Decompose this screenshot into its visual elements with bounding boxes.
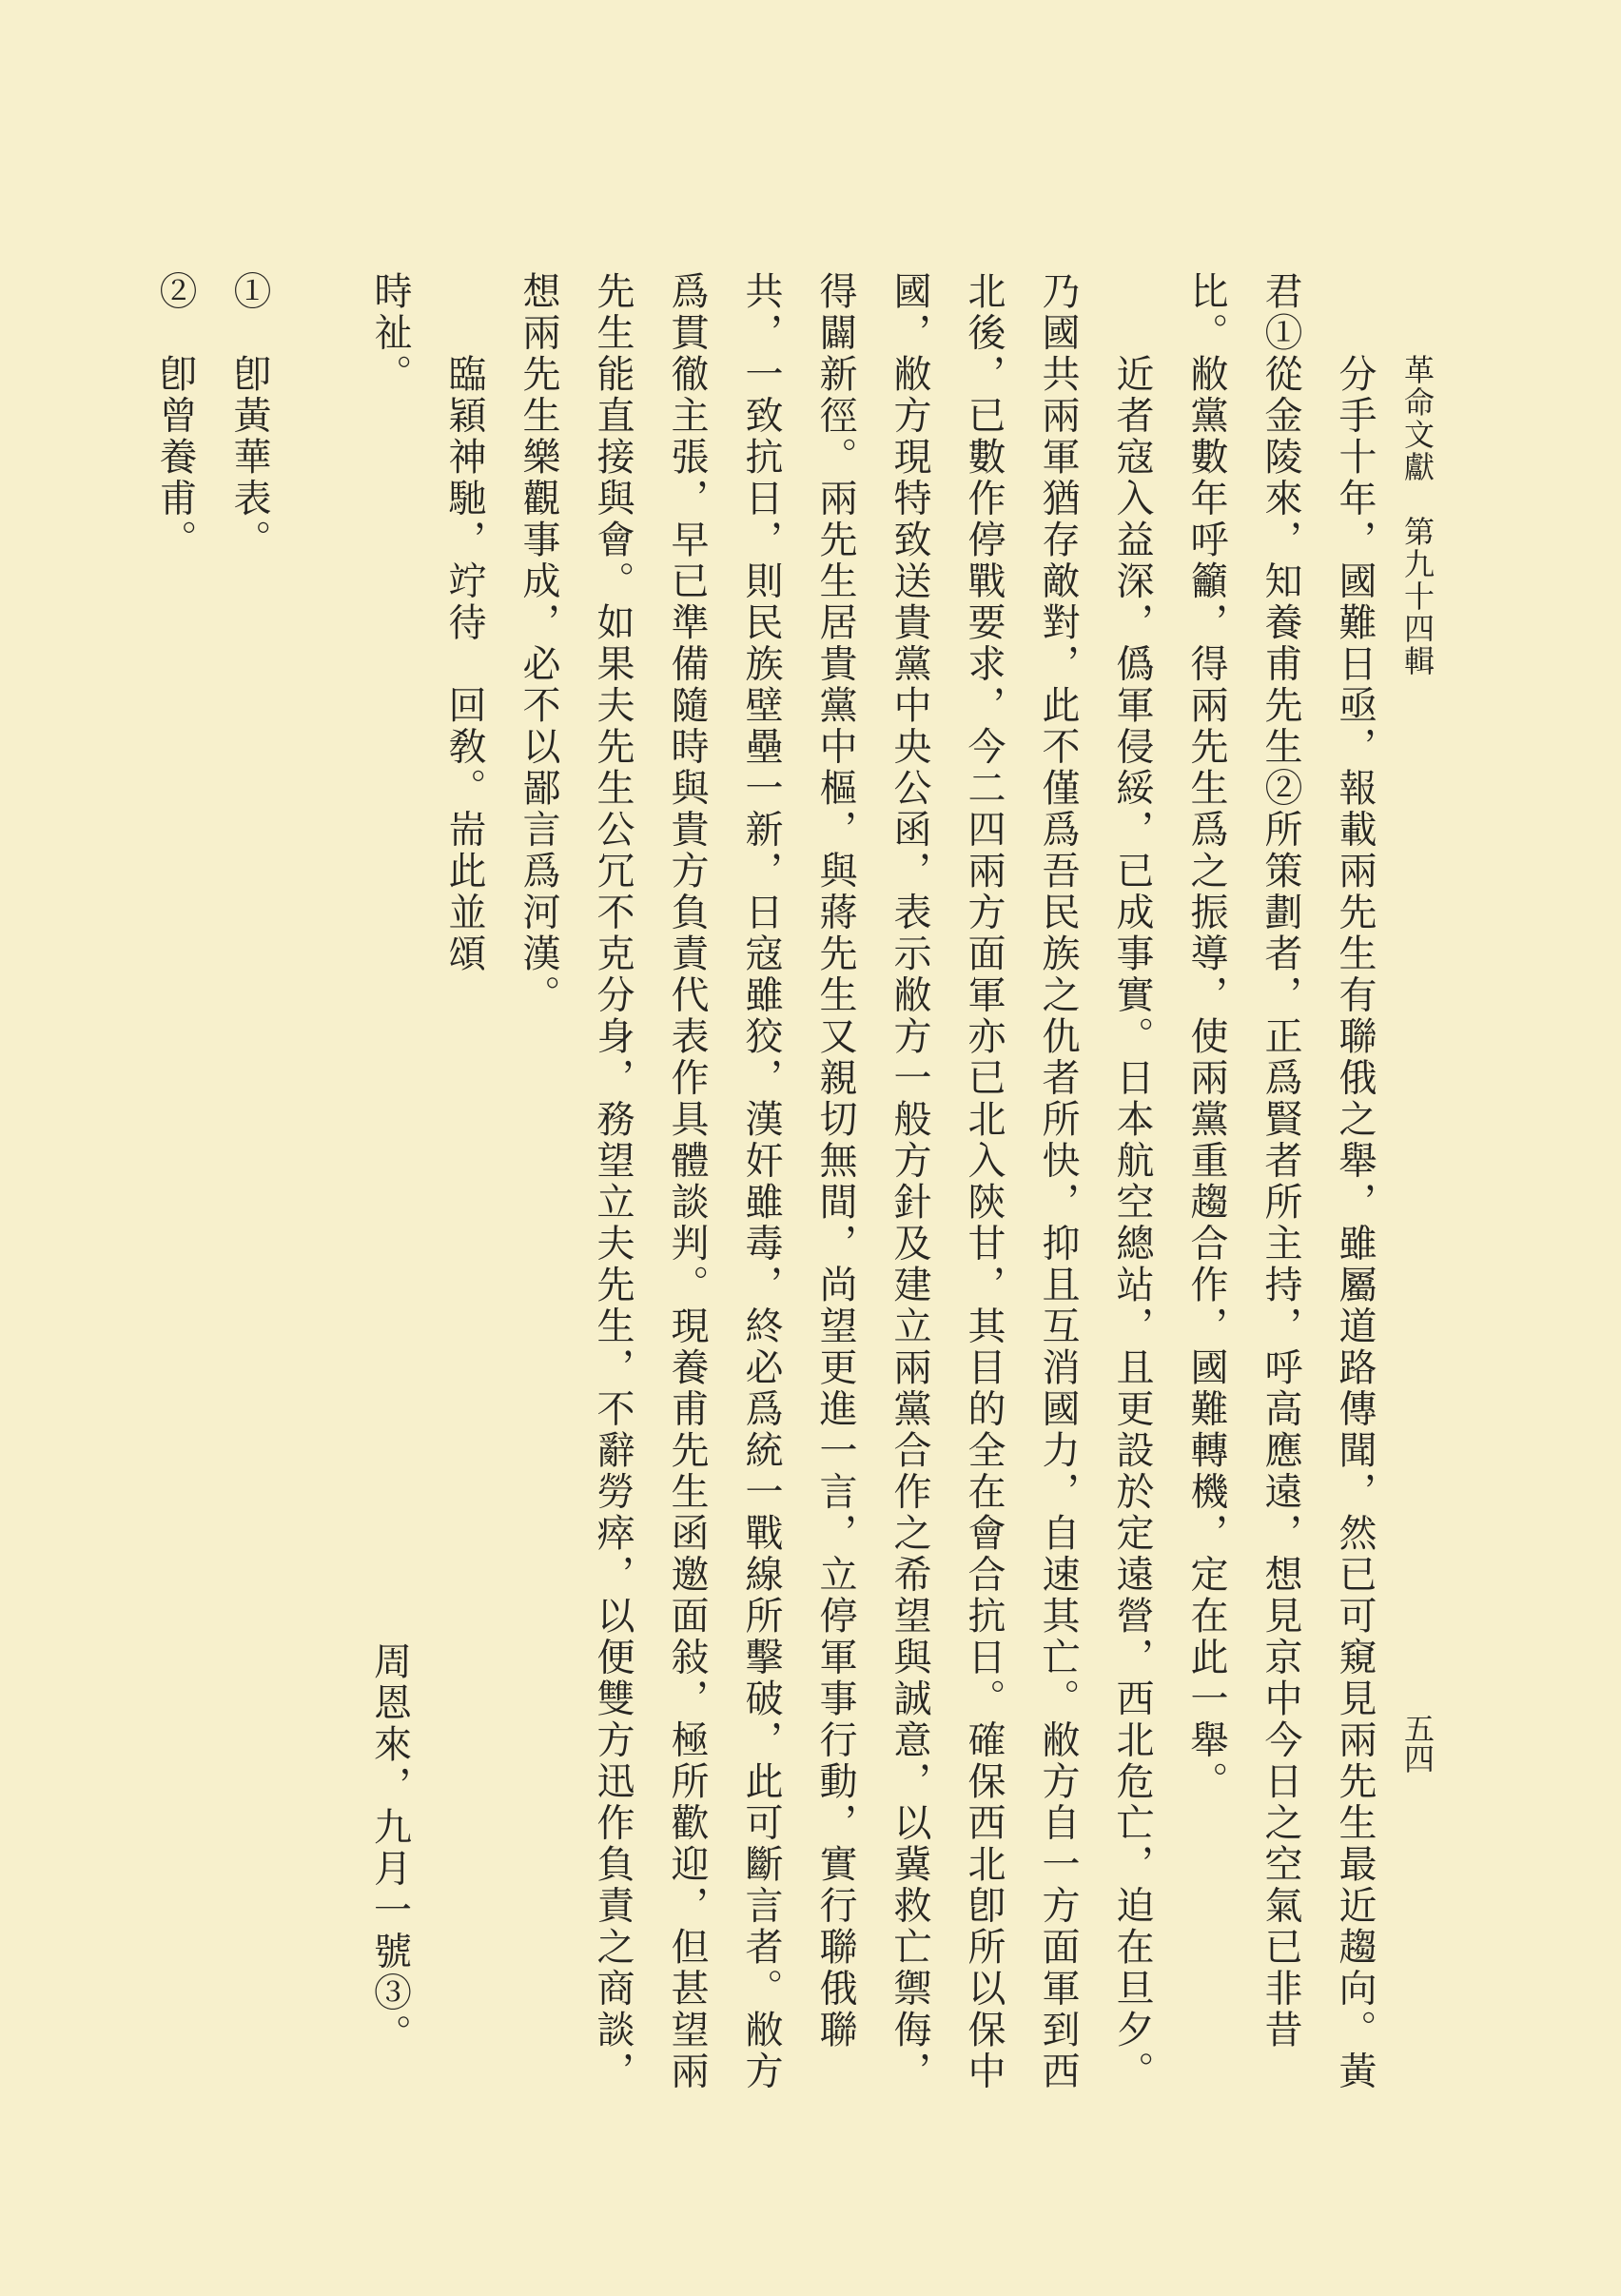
letter-line: 近者寇入益深，僞軍侵綏，已成事實。日本航空總站，且更設於定遠營，西北危亡，迫在旦夕。 <box>1110 354 1154 2092</box>
letter-line: 分手十年，國難日亟，報載兩先生有聯俄之舉，雖屬道路傳聞，然已可窺見兩先生最近趨向。黃 <box>1333 354 1377 2092</box>
letter-line: 比。敝黨數年呼籲，得兩先生爲之振導，使兩黨重趨合作，國難轉機，定在此一舉。 <box>1184 271 1228 1803</box>
salutation-line: 時祉。 <box>368 271 412 396</box>
footnote: ① 卽黃華表。 <box>227 271 271 561</box>
closing-line: 臨穎神馳，竚待 回敎。耑此並頌 <box>442 354 486 975</box>
page-number: 五四 <box>1399 1713 1435 1774</box>
letter-line: 北後，已數作停戰要求，今二四兩方面軍亦已北入陝甘，其目的全在會合抗日。確保西北卽所以保中 <box>962 271 1006 2092</box>
letter-line: 先生能直接與會。如果夫先生公冗不克分身，務望立夫先生，不辭勞瘁，以便雙方迅作負責之商談， <box>591 271 635 2092</box>
letter-line: 共，一致抗日，則民族壁壘一新，日寇雖狡，漢奸雖毒，終必爲統一戰線所擊破，此可斷言者。敝方 <box>739 271 783 2092</box>
letter-line: 得闢新徑。兩先生居貴黨中樞，與蔣先生又親切無間，尚望更進一言，立停軍事行動，實行聯俄聯 <box>813 271 857 2051</box>
signature: 周恩來，九月一號③。 <box>367 1641 412 2055</box>
letter-line: 君①從金陵來，知養甫先生②所策劃者，正爲賢者所主持，呼高應遠，想見京中今日之空氣已非昔 <box>1259 271 1302 2051</box>
footnote: ② 卽曾養甫。 <box>153 271 197 561</box>
running-header: 革命文獻 第九十四輯 <box>1399 354 1435 677</box>
letter-line: 乃國共兩軍猶存敵對，此不僅爲吾民族之仇者所快，抑且互消國力，自速其亡。敝方自一方面軍到西 <box>1036 271 1080 2092</box>
letter-line: 想兩先生樂觀事成，必不以鄙言爲河漢。 <box>517 271 560 1016</box>
letter-line: 國，敝方現特致送貴黨中央公函，表示敝方一般方針及建立兩黨合作之希望與誠意，以冀救亡禦侮， <box>888 271 931 2092</box>
letter-line: 爲貫徹主張，早已準備隨時與貴方負責代表作具體談判。現養甫先生函邀面敍，極所歡迎，但甚望兩 <box>665 271 709 2092</box>
